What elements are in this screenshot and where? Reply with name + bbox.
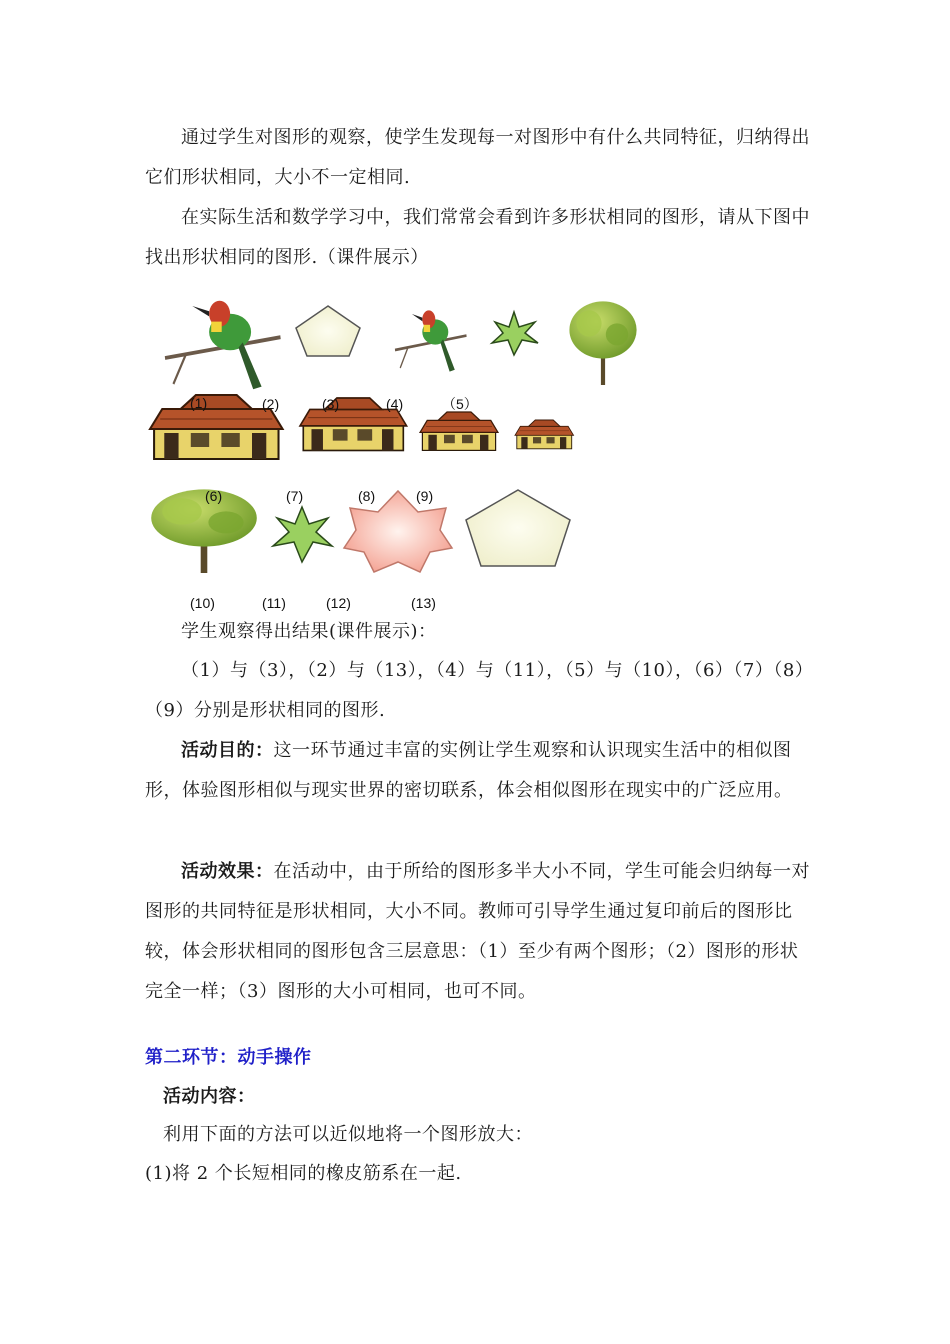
figure-label: (1) <box>190 395 208 411</box>
house-4 <box>420 412 498 450</box>
purpose-text: 这一环节通过丰富的实例让学生观察和认识现实生活中的相似图形，体验图形相似与现实世界的密切联系，体会相似图形在现实中的广泛应用。 <box>145 740 793 801</box>
figure-label: (9) <box>416 488 434 504</box>
activity-content-label: 活动内容： <box>163 1086 256 1107</box>
figure-label: (10) <box>190 595 215 611</box>
purpose-label: 活动目的： <box>181 740 274 761</box>
tree-large <box>151 489 257 573</box>
paragraph-observation: 通过学生对图形的观察，使学生发现每一对图形中有什么共同特征，归纳得出它们形状相同，大小不一定相同. <box>145 127 810 188</box>
tree-small <box>569 301 636 385</box>
pentagon-small <box>296 306 360 356</box>
paragraph-result-intro: 学生观察得出结果(课件展示)： <box>181 621 437 642</box>
star-small <box>492 312 538 355</box>
paragraph-method: 利用下面的方法可以近似地将一个图形放大： <box>163 1124 533 1145</box>
pentagon-large <box>466 490 570 566</box>
figure-label: (11) <box>262 595 286 611</box>
star-large <box>273 507 332 562</box>
bird-small <box>395 310 467 371</box>
section-heading: 第二环节：动手操作 <box>145 1047 312 1068</box>
effect-text: 在活动中，由于所给的图形多半大小不同，学生可能会归纳每一对图形的共同特征是形状相同，大小不同。教师可引导学生通过复印前后的图形比较，体会形状相同的图形包含三层意思：（1）至少有两个图形；（2）图形的形状完全一样；（3）图形的大小可相同，也可不同。 <box>145 861 810 1002</box>
paragraph-instruction: 在实际生活和数学学习中，我们常常会看到许多形状相同的图形，请从下图中找出形状相同的图形.（课件展示） <box>145 207 810 268</box>
figure-label: (3) <box>322 396 340 412</box>
paragraph-result: （1）与（3），（2）与（13），（4）与（11），（5）与（10），（6）（7）（8）（9）分别是形状相同的图形. <box>145 660 805 721</box>
figure-label: (2) <box>262 396 280 412</box>
paragraph-purpose <box>145 731 810 811</box>
figure-label: （5） <box>442 396 478 412</box>
bird-large <box>165 301 281 389</box>
paragraph-step-1: (1)将 2 个长短相同的橡皮筋系在一起. <box>145 1163 462 1184</box>
figure-label: (7) <box>286 488 304 504</box>
house-5 <box>515 420 574 449</box>
figure-label: (6) <box>205 488 223 504</box>
figure-label: (8) <box>358 488 376 504</box>
figure-label: (4) <box>386 396 404 412</box>
figure-label: (13) <box>411 595 436 611</box>
effect-label: 活动效果： <box>181 861 274 882</box>
paragraph-effect <box>145 852 810 1012</box>
shapes-figure <box>0 0 950 600</box>
figure-label: (12) <box>326 595 351 611</box>
